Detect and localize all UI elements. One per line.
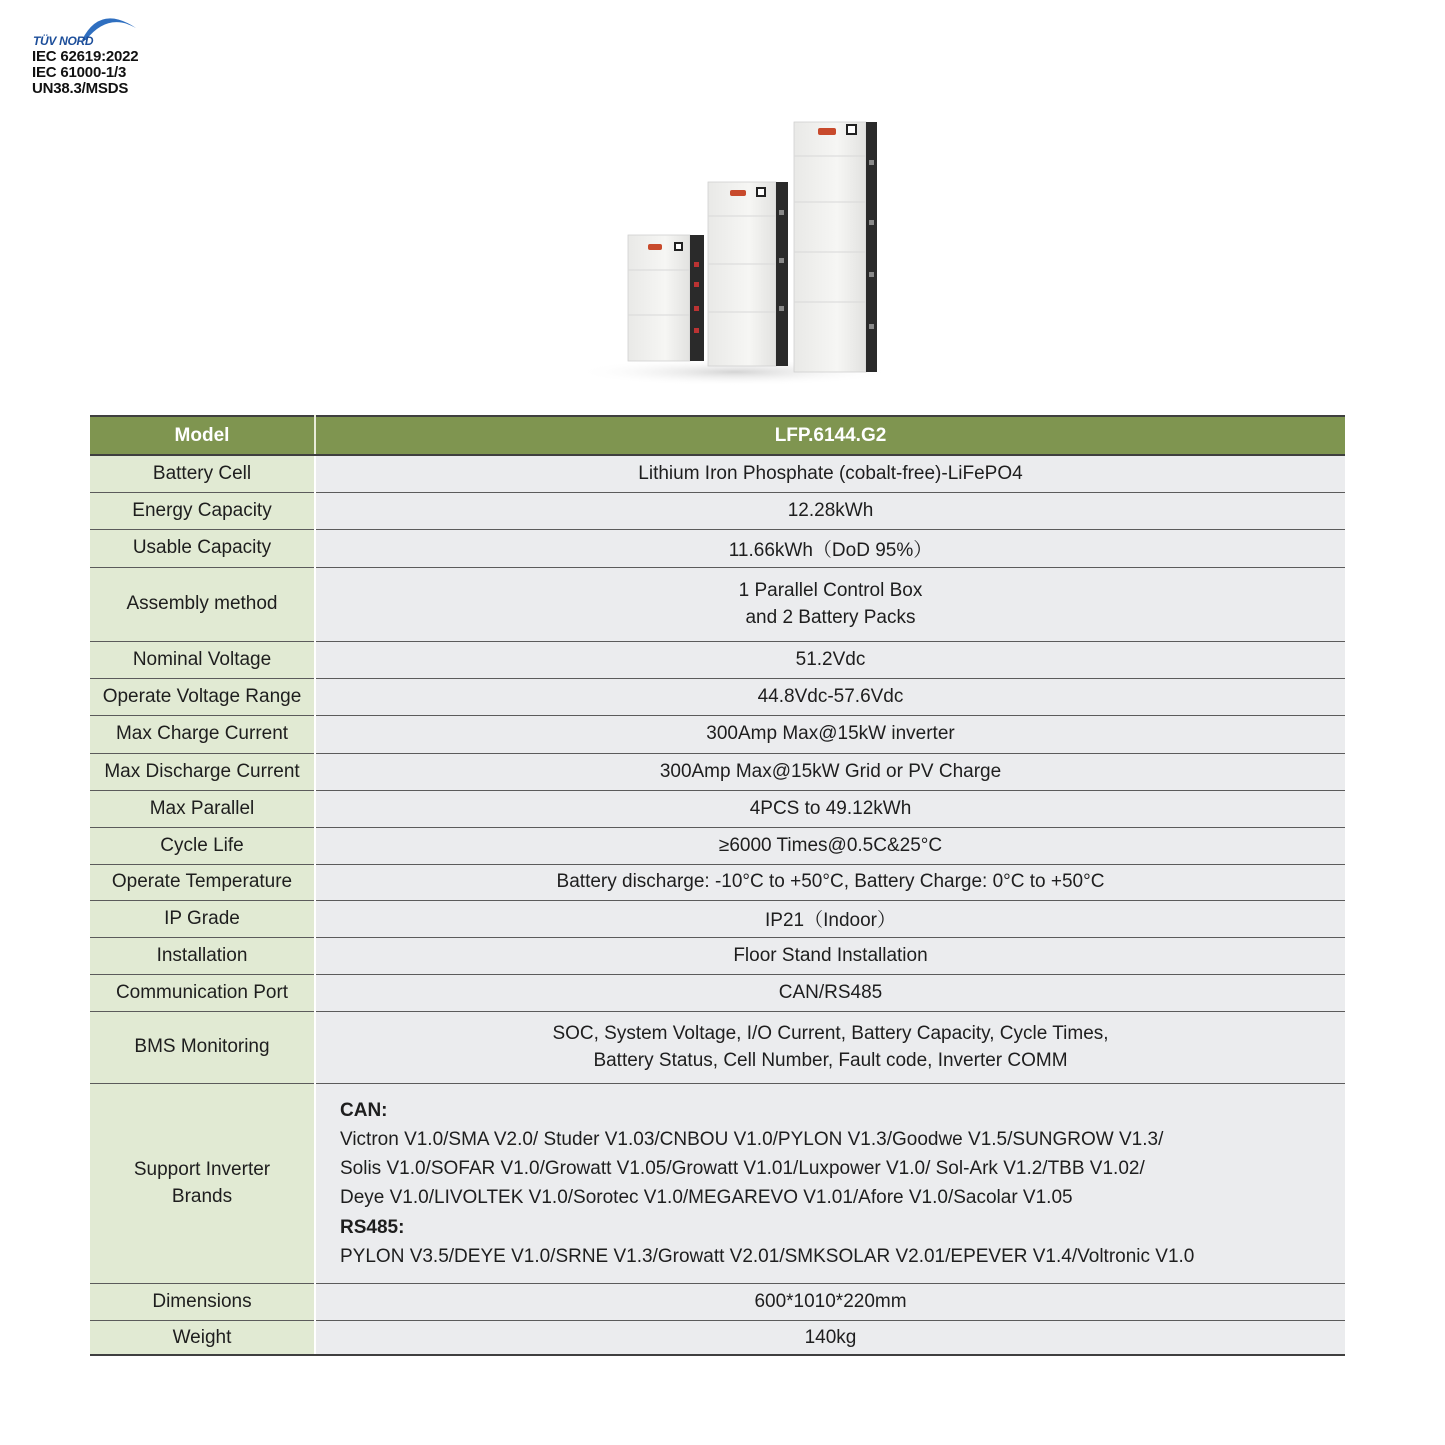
- battery-unit-small: [628, 235, 704, 361]
- tuv-nord-brand: TÜV NORD: [33, 34, 94, 48]
- header-label: Model: [90, 416, 315, 455]
- battery-unit-large: [794, 122, 877, 372]
- table-row: [90, 1284, 1345, 1321]
- row-label: Assembly method: [90, 567, 315, 641]
- standard-iec-62619: IEC 62619:2022: [32, 48, 139, 65]
- table-header-row: [90, 416, 1345, 455]
- can-brand-line: Deye V1.0/LIVOLTEK V1.0/Sorotec V1.0/MEGAREVO V1.01/Afore V1.0/Sacolar V1.05: [340, 1187, 1073, 1209]
- row-label: Max Parallel: [90, 790, 315, 827]
- row-label: Weight: [90, 1321, 315, 1355]
- row-value: Battery discharge: -10°C to +50°C, Battery Charge: 0°C to +50°C: [315, 864, 1345, 900]
- inverter-brands-list: [315, 1083, 1345, 1284]
- table-row: [90, 492, 1345, 529]
- table-row: [90, 974, 1345, 1011]
- row-value-line: SOC, System Voltage, I/O Current, Battery Capacity, Cycle Times,: [552, 1023, 1109, 1044]
- row-value-line: 1 Parallel Control Box: [738, 580, 923, 601]
- row-label: Max Charge Current: [90, 715, 315, 753]
- battery-stack-icon: [570, 110, 900, 400]
- row-value: Floor Stand Installation: [315, 937, 1345, 974]
- inverter-brands-row: [90, 1083, 1345, 1284]
- table-row: [90, 641, 1345, 678]
- table-row: [90, 455, 1345, 492]
- inverter-brands-label: [90, 1083, 315, 1284]
- row-value: 140kg: [315, 1321, 1345, 1355]
- row-label: Energy Capacity: [90, 492, 315, 529]
- row-value: 300Amp Max@15kW Grid or PV Charge: [315, 753, 1345, 790]
- row-label: Battery Cell: [90, 455, 315, 492]
- row-label: Nominal Voltage: [90, 641, 315, 678]
- row-label: Operate Voltage Range: [90, 678, 315, 715]
- table-row: [90, 715, 1345, 753]
- rs485-heading: RS485:: [340, 1216, 405, 1238]
- row-label: Communication Port: [90, 974, 315, 1011]
- row-label: Usable Capacity: [90, 529, 315, 567]
- row-label: Cycle Life: [90, 827, 315, 864]
- table-row: [90, 937, 1345, 974]
- table-row: [90, 529, 1345, 567]
- table-row: [90, 678, 1345, 715]
- row-value: 12.28kWh: [315, 492, 1345, 529]
- table-row: [90, 1321, 1345, 1355]
- row-value-line: and 2 Battery Packs: [745, 607, 916, 628]
- can-brand-line: Victron V1.0/SMA V2.0/ Studer V1.03/CNBOU V1.0/PYLON V1.3/Goodwe V1.5/SUNGROW V1.3/: [340, 1128, 1164, 1150]
- row-label: Operate Temperature: [90, 864, 315, 900]
- row-label-line: Brands: [171, 1186, 233, 1208]
- row-value: IP21（Indoor）: [315, 900, 1345, 937]
- row-value: 51.2Vdc: [315, 641, 1345, 678]
- row-label: BMS Monitoring: [90, 1011, 315, 1083]
- row-value-line: Battery Status, Cell Number, Fault code, Inverter COMM: [593, 1050, 1068, 1071]
- table-row: [90, 1011, 1345, 1083]
- row-value: 600*1010*220mm: [315, 1284, 1345, 1321]
- row-label: Max Discharge Current: [90, 753, 315, 790]
- spec-table: [90, 415, 1345, 1356]
- row-value-multiline: [315, 1011, 1345, 1083]
- row-label-line: Support Inverter: [133, 1159, 271, 1181]
- row-value: 11.66kWh（DoD 95%）: [315, 529, 1345, 567]
- row-value: 44.8Vdc-57.6Vdc: [315, 678, 1345, 715]
- row-value: ≥6000 Times@0.5C&25°C: [315, 827, 1345, 864]
- certification-block: [32, 10, 192, 100]
- row-value: 300Amp Max@15kW inverter: [315, 715, 1345, 753]
- table-row: [90, 900, 1345, 937]
- row-label: Installation: [90, 937, 315, 974]
- row-label: IP Grade: [90, 900, 315, 937]
- rs485-brand-line: PYLON V3.5/DEYE V1.0/SRNE V1.3/Growatt V2.01/SMKSOLAR V2.01/EPEVER V1.4/Voltronic V1.0: [340, 1245, 1195, 1267]
- header-model-value: LFP.6144.G2: [315, 416, 1345, 455]
- table-row: [90, 790, 1345, 827]
- can-brand-line: Solis V1.0/SOFAR V1.0/Growatt V1.05/Growatt V1.01/Luxpower V1.0/ Sol-Ark V1.2/TBB V1.02/: [340, 1158, 1145, 1180]
- table-row: [90, 864, 1345, 900]
- row-value: 4PCS to 49.12kWh: [315, 790, 1345, 827]
- table-row: [90, 753, 1345, 790]
- table-row: [90, 567, 1345, 641]
- row-label: Dimensions: [90, 1284, 315, 1321]
- row-value-multiline: [315, 567, 1345, 641]
- standard-iec-61000: IEC 61000-1/3: [32, 64, 127, 81]
- battery-unit-medium: [708, 182, 788, 366]
- standard-un38: UN38.3/MSDS: [32, 80, 129, 97]
- row-value: Lithium Iron Phosphate (cobalt-free)-LiFePO4: [315, 455, 1345, 492]
- can-heading: CAN:: [340, 1099, 388, 1121]
- row-value: CAN/RS485: [315, 974, 1345, 1011]
- table-row: [90, 827, 1345, 864]
